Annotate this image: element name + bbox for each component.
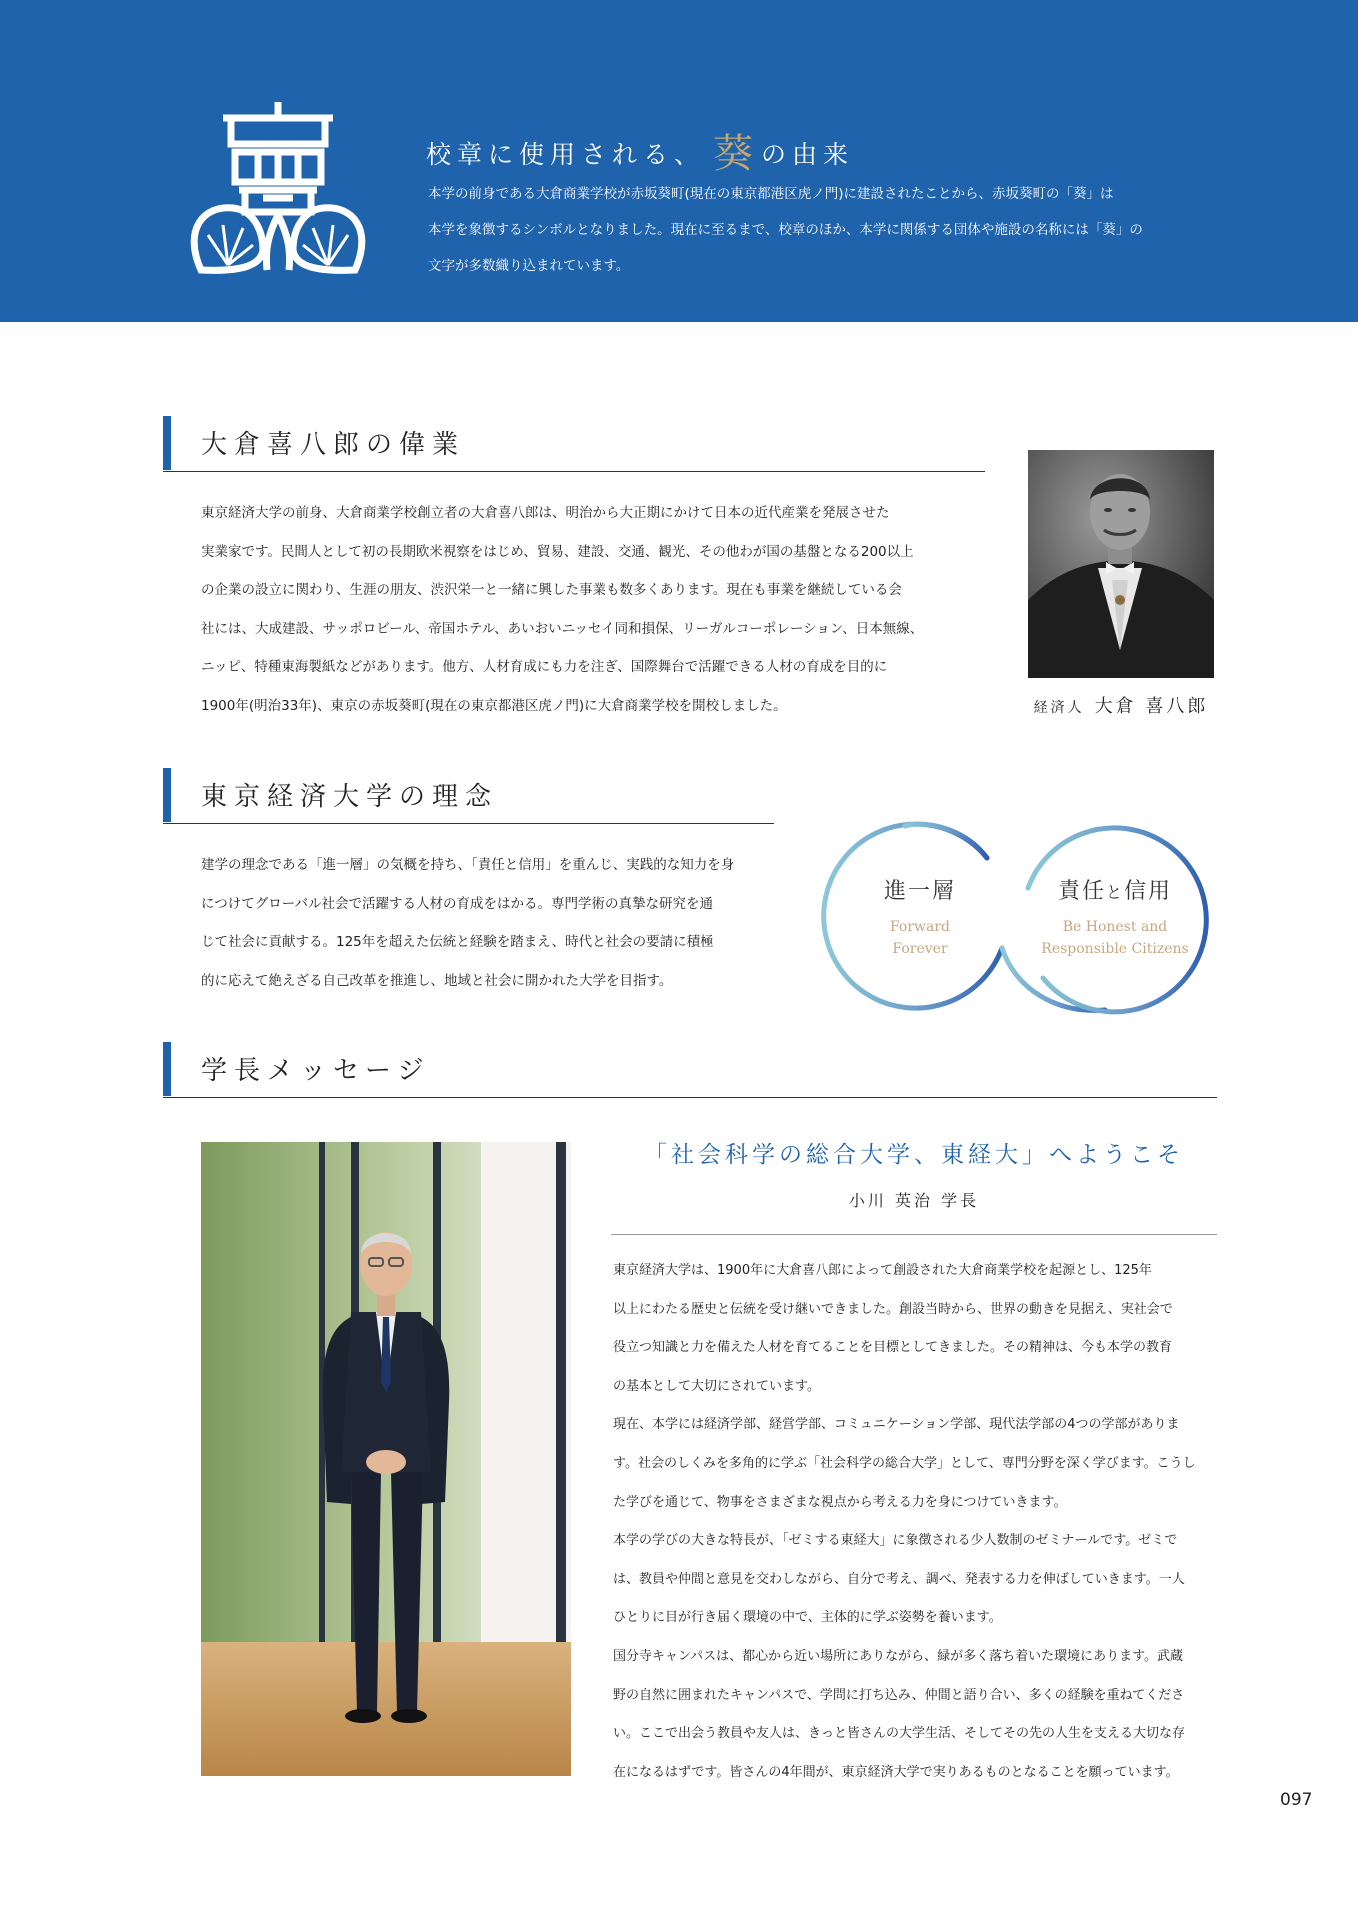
band-title-aoi-char: 葵 [713,131,754,177]
motto-right-en-line1: Be Honest and [1062,919,1168,935]
president-line: た学びを通じて、物事をさまざまな視点から考える力を身につけていきます。 [613,1494,1067,1510]
president-line: ひとりに目が行き届く環境の中で、主体的に学ぶ姿勢を養います。 [613,1610,1002,1626]
philosophy-body [201,846,781,1000]
motto-left-en [855,916,985,960]
president-section-heading [163,1042,1217,1098]
president-line: 本学の学びの大きな特長が、「ゼミする東経大」に象徴される少人数制のゼミナールです。ゼミで [613,1533,1178,1549]
philosophy-line: 的に応えて絶えざる自己改革を推進し、地域と社会に開かれた大学を目指す。 [201,972,673,989]
motto-right-jp [1045,874,1185,905]
motto-left-jp: 進一層 [883,879,956,904]
president-line: 役立つ知識と力を備えた人材を育てることを目標としてきました。その精神は、今も本学の教育 [613,1340,1173,1356]
motto-right-jp-b: 信用 [1124,879,1173,904]
president-line: 野の自然に囲まれたキャンパスで、学問に打ち込み、仲間と語り合い、多くの経験を重ねてくださ [613,1687,1185,1703]
motto-right-jp-small: と [1105,883,1124,902]
heading-bar [163,1042,171,1096]
band-line: 文字が多数織り込まれています。 [428,258,630,274]
okura-line: 1900年(明治33年)、東京の赤坂葵町(現在の東京都港区虎ノ門)に大倉商業学校を開校しました。 [201,697,787,714]
page-number: 097 [1280,1790,1313,1810]
okura-line: の企業の設立に関わり、生涯の朋友、渋沢栄一と一緒に興した事業も数多くあります。現在も事業を継続している会 [201,582,902,599]
president-photo [201,1142,571,1776]
okura-section-heading [163,416,985,472]
okura-line: 社には、大成建設、サッポロビール、帝国ホテル、あいおいニッセイ同和損保、リーガルコーポレーション、日本無線、 [201,620,924,637]
school-emblem-icon [183,100,373,280]
motto-right-en-line2: Responsible Citizens [1041,941,1189,957]
heading-bar [163,416,171,470]
motto-left-en-line2: Forever [892,941,948,957]
president-line: 在になるはずです。皆さんの4年間が、東京経済大学で実りあるものとなることを願っています。 [613,1764,1179,1780]
philosophy-line: につけてグローバル社会で活躍する人材の育成をはかる。専門学術の真摯な研究を通 [201,895,714,912]
president-line: 現在、本学には経済学部、経営学部、コミュニケーション学部、現代法学部の4つの学部がありま [613,1417,1180,1433]
band-title-before: 校章に使用される、 [426,140,706,169]
motto-infinity-graphic [815,818,1215,1018]
philosophy-line: 建学の理念である「進一層」の気概を持ち、「責任と信用」を重んじ、実践的な知力を身 [201,857,735,873]
header-band [0,0,1358,322]
okura-line: 東京経済大学の前身、大倉商業学校創立者の大倉喜八郎は、明治から大正期にかけて日本の近代産業を発展させた [201,505,890,521]
president-welcome-title: 「社会科学の総合大学、東経大」へようこそ [644,1142,1184,1168]
band-description [428,176,1228,284]
okura-caption [1028,692,1214,718]
philosophy-heading-title: 東京経済大学の理念 [201,782,499,812]
okura-body [201,494,991,726]
okura-heading-title: 大倉喜八郎の偉業 [201,430,466,460]
president-name: 小川 英治 学長 [848,1191,980,1210]
okura-portrait-photo [1028,450,1214,678]
band-title-after: の由来 [761,140,855,169]
okura-caption-name: 大倉 喜八郎 [1094,696,1209,717]
motto-right-jp-a: 責任 [1057,879,1106,904]
heading-bar [163,768,171,822]
president-line: い。ここで出会う教員や友人は、きっと皆さんの大学生活、そしてその先の人生を支える大切な存 [613,1726,1186,1742]
band-line: 本学の前身である大倉商業学校が赤坂葵町(現在の東京都港区虎ノ門)に建設されたことから、赤坂葵町の「葵」は [428,186,1114,202]
philosophy-section-heading [163,768,774,824]
okura-line: ニッピ、特種東海製紙などがあります。他方、人材育成にも力を注ぎ、国際舞台で活躍できる人材の育成を目的に [201,659,888,676]
okura-line: 実業家です。民間人として初の長期欧米視察をはじめ、貿易、建設、交通、観光、その他わが国の基盤となる200以上 [201,543,914,560]
president-line: の基本として大切にされています。 [613,1378,820,1394]
president-heading-title: 学長メッセージ [201,1056,431,1086]
band-title [426,118,854,175]
president-line: 国分寺キャンパスは、都心から近い場所にありながら、緑が多く落ち着いた環境にあります。武蔵 [613,1648,1184,1664]
okura-caption-role: 経済人 [1033,700,1085,716]
philosophy-line: じて社会に貢献する。125年を超えた伝統と経験を踏まえ、時代と社会の要請に積極 [201,934,714,951]
president-line: は、教員や仲間と意見を交わしながら、自分で考え、調べ、発表する力を伸ばしていきます。一人 [613,1571,1185,1587]
president-line: 以上にわたる歴史と伝統を受け継いできました。創設当時から、世界の動きを見据え、実社会で [613,1301,1173,1317]
motto-left-en-line1: Forward [889,919,951,935]
president-line: す。社会のしくみを多角的に学ぶ「社会科学の総合大学」として、専門分野を深く学びます。こうし [613,1455,1196,1471]
motto-right-en [1030,916,1200,960]
divider [611,1234,1217,1235]
president-message-body [613,1252,1223,1792]
president-line: 東京経済大学は、1900年に大倉喜八郎によって創設された大倉商業学校を起源とし、125年 [613,1263,1152,1278]
band-line: 本学を象徴するシンボルとなりました。現在に至るまで、校章のほか、本学に関係する団体や施設の名称には「葵」の [428,222,1143,238]
